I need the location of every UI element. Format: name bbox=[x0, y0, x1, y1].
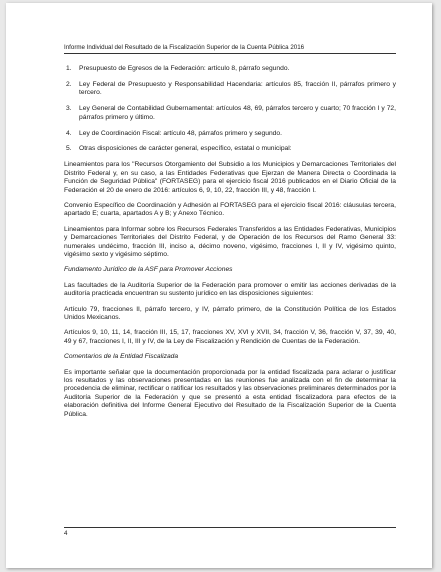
paragraph-comentarios: Es importante señalar que la documentación proporcionada por la entidad fiscalizada para aclarar o justificar los resultados y las observaciones presentadas en las reuniones fue analizada con el fin de determinar la procedencia de eliminar, rectificar o ratificar los resultados y las observaciones preliminares determinados por la Auditoría Superior de la Federación y que se presentó a esta entidad fiscalizadora para efectos de la elaboración definitiva del Informe General Ejecutivo del Resultado de la Fiscalización Superior de la Cuenta Pública. bbox=[64, 368, 396, 418]
paragraph-articulos: Artículos 9, 10, 11, 14, fracción III, 15, 17, fracciones XV, XVI y XVII, 34, fracción V, 36, fracción V, 37, 39, 40, 49 y 67, fracciones I, II, III y IV, de la Ley de Fiscalización y Rendición de Cuentas de la Federación. bbox=[64, 329, 396, 345]
paragraph-lineamientos-fortaseg: Lineamientos para los "Recursos Otorgamiento del Subsidio a los Municipios y Demarcaciones Territoriales del Distrito Federal y, en su caso, a las Entidades Federativas que Ejerzan de Manera Directa o Coordinada la Función de Seguridad Pública" (FORTASEG) para el ejercicio fiscal 2016 publicados en el Diario Oficial de la Federación el 20 de enero de 2016: artículos 6, 9, 10, 22, fracción III, y 48, fracción I. bbox=[64, 161, 396, 194]
list-item-text: Ley General de Contabilidad Gubernamental: artículos 48, 69, párrafos tercero y cuarto; 70 fracción I y 72, párrafos primero y último. bbox=[79, 105, 396, 121]
list-item bbox=[64, 81, 396, 98]
list-item bbox=[64, 145, 396, 153]
document-body bbox=[64, 65, 396, 426]
list-item-number: 4. bbox=[66, 129, 72, 137]
list-item-number: 2. bbox=[66, 80, 72, 88]
list-item-text: Presupuesto de Egresos de la Federación: artículo 8, párrafo segundo. bbox=[79, 65, 290, 72]
paragraph-lineamientos-informar: Lineamientos para Informar sobre los Recursos Federales Transferidos a las Entidades Federativas, Municipios y Demarcaciones Territoriales del Distrito Federal, y de Operación de los Recursos del Ramo General 33: numerales undécimo, fracción III, inciso a, décimo noveno, vigésimo, fracciones I, II y IV, vigésimo quinto, vigésimo sexto y vigésimo séptimo. bbox=[64, 225, 396, 258]
page-header: Informe Individual del Resultado de la Fiscalización Superior de la Cuenta Pública 2016 bbox=[64, 44, 396, 54]
list-item-text: Ley de Coordinación Fiscal: artículo 48, párrafos primero y segundo. bbox=[79, 129, 282, 137]
list-item-number: 3. bbox=[66, 105, 72, 113]
list-item-text: Ley Federal de Presupuesto y Responsabilidad Hacendaria: artículos 85, fracción II, párrafos primero y tercero. bbox=[79, 80, 396, 97]
paragraph-facultades: Las facultades de la Auditoría Superior de la Federación para promover o emitir las acciones derivadas de la auditoría practicada encuentran su sustento jurídico en las disposiciones siguientes: bbox=[64, 281, 396, 298]
list-item-number: 1. bbox=[66, 65, 72, 72]
list-item-number: 5. bbox=[66, 145, 72, 153]
section-heading-fundamento: Fundamento Jurídico de la ASF para Promover Acciones bbox=[64, 266, 233, 274]
paragraph-articulo-79: Artículo 79, fracciones II, párrafo tercero, y IV, párrafo primero, de la Constitución Política de los Estados Unidos Mexicanos. bbox=[64, 305, 396, 322]
list-item bbox=[64, 130, 396, 138]
section-heading-comentarios: Comentarios de la Entidad Fiscalizada bbox=[64, 353, 179, 361]
paragraph-convenio: Convenio Específico de Coordinación y Adhesión al FORTASEG para el ejercicio fiscal 2016: cláusulas tercera, apartado E; cuarta, apartados A y B; y Anexo Técnico. bbox=[64, 201, 396, 218]
list-item-text: Otras disposiciones de carácter general, específico, estatal o municipal: bbox=[79, 145, 292, 153]
list-item bbox=[64, 65, 396, 73]
document-page bbox=[6, 3, 432, 568]
page-number: 4 bbox=[64, 527, 396, 538]
list-item bbox=[64, 105, 396, 122]
